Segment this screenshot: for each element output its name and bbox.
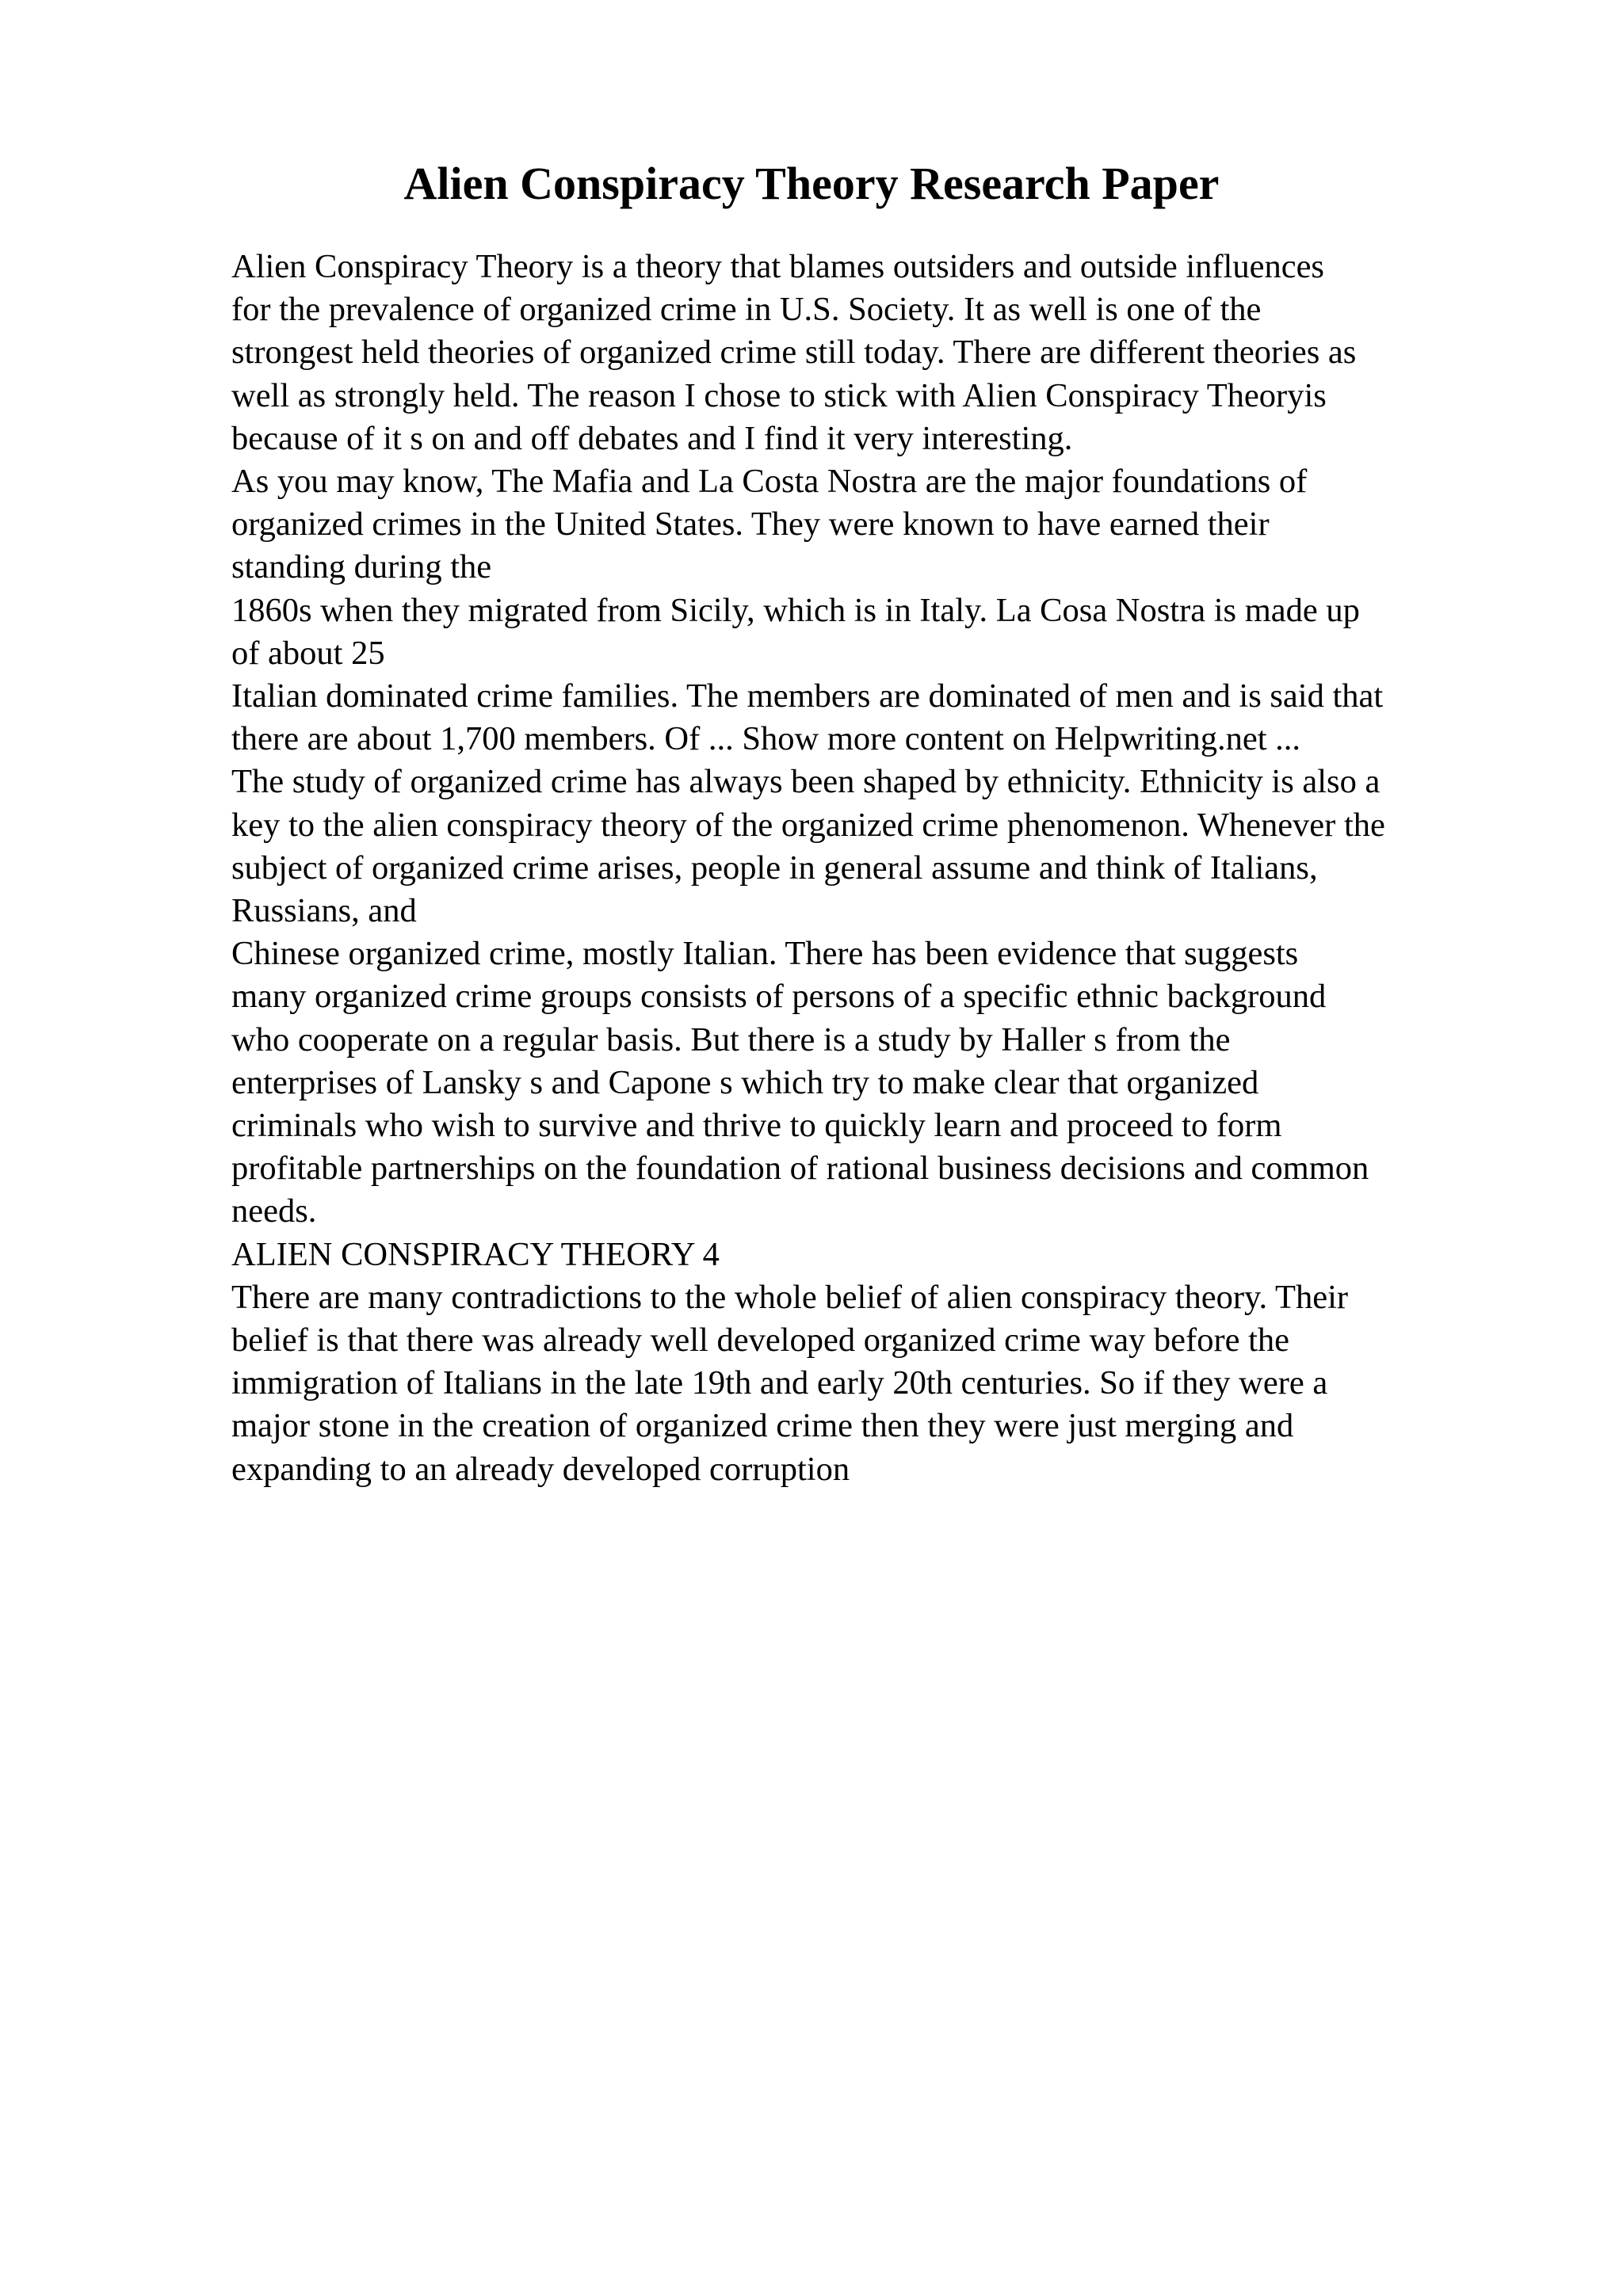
body-line: subject of organized crime arises, people in general assume and think of Italians,: [231, 849, 1318, 887]
body-line: because of it s on and off debates and I find it very interesting.: [231, 419, 1073, 457]
body-line: key to the alien conspiracy theory of the organized crime phenomenon. Whenever the: [231, 806, 1385, 844]
body-line: there are about 1,700 members. Of ... Show more content on Helpwriting.net ...: [231, 720, 1301, 758]
body-line: Russians, and: [231, 892, 417, 930]
body-line: criminals who wish to survive and thrive to quickly learn and proceed to form: [231, 1107, 1282, 1145]
body-line: strongest held theories of organized crime still today. There are different theories as: [231, 334, 1357, 372]
body-line: As you may know, The Mafia and La Costa Nostra are the major foundations of: [231, 463, 1308, 501]
body-line: needs.: [231, 1192, 317, 1230]
body-line: Italian dominated crime families. The members are dominated of men and is said that: [231, 677, 1384, 715]
section-heading: ALIEN CONSPIRACY THEORY 4: [231, 1235, 720, 1273]
body-line: well as strongly held. The reason I chose to stick with Alien Conspiracy Theoryis: [231, 376, 1327, 414]
body-line: Chinese organized crime, mostly Italian. There has been evidence that suggests: [231, 935, 1299, 973]
document-title: Alien Conspiracy Theory Research Paper: [403, 158, 1220, 209]
body-line: organized crimes in the United States. They were known to have earned their: [231, 505, 1270, 543]
body-line: Alien Conspiracy Theory is a theory that blames outsiders and outside influences: [231, 248, 1324, 285]
body-line: for the prevalence of organized crime in U.S. Society. It as well is one of the: [231, 291, 1262, 329]
body-line: belief is that there was already well developed organized crime way before the: [231, 1322, 1290, 1360]
body-line: many organized crime groups consists of persons of a specific ethnic background: [231, 978, 1327, 1016]
body-line: who cooperate on a regular basis. But there is a study by Haller s from the: [231, 1020, 1231, 1058]
document-body: [231, 246, 1515, 1491]
body-line: of about 25: [231, 634, 385, 672]
body-line: immigration of Italians in the late 19th and early 20th centuries. So if they were a: [231, 1364, 1328, 1402]
body-line: expanding to an already developed corruption: [231, 1450, 850, 1488]
body-line: enterprises of Lansky s and Capone s which try to make clear that organized: [231, 1063, 1259, 1101]
body-line: The study of organized crime has always been shaped by ethnicity. Ethnicity is also a: [231, 763, 1381, 801]
body-line: standing during the: [231, 548, 492, 586]
body-line: major stone in the creation of organized crime then they were just merging and: [231, 1407, 1294, 1445]
body-line: 1860s when they migrated from Sicily, which is in Italy. La Cosa Nostra is made up: [231, 591, 1360, 629]
body-line: There are many contradictions to the whole belief of alien conspiracy theory. Their: [231, 1278, 1349, 1316]
body-line: profitable partnerships on the foundation of rational business decisions and common: [231, 1150, 1369, 1188]
